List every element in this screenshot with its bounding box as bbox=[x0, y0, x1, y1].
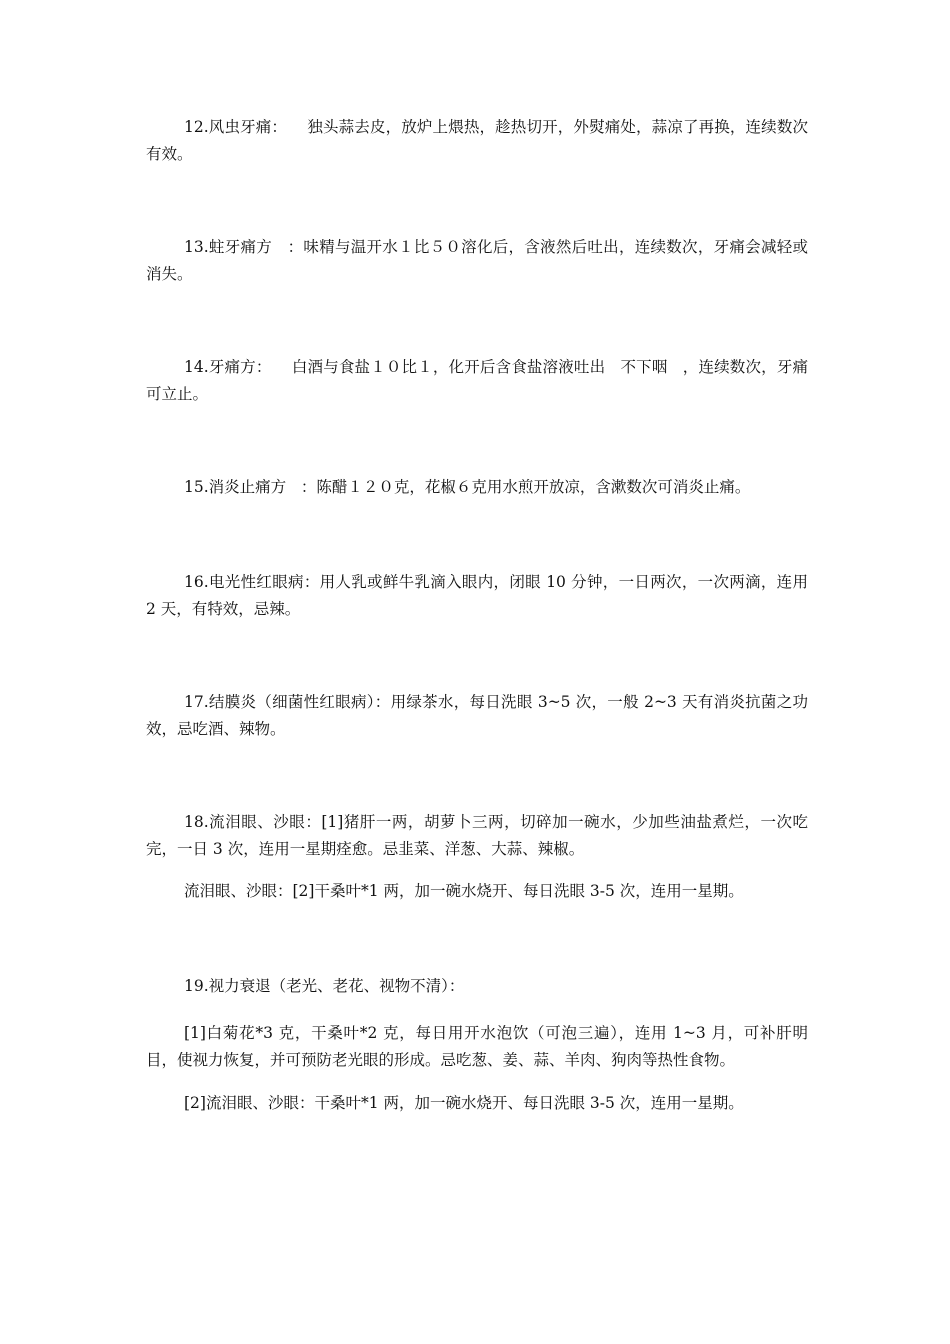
remedy-19-paragraph-1: [1]白菊花*3 克，干桑叶*2 克，每日用开水泡饮（可泡三遍），连用 1~3 月，可补肝明目，使视力恢复，并可预防老光眼的形成。忌吃葱、姜、蒜、羊肉、狗肉等热性食物。 bbox=[146, 1024, 808, 1069]
remedy-13-paragraph: 13.蛀牙痛方 ：味精与温开水１比５０溶化后，含液然后吐出，连续数次，牙痛会减轻或消失。 bbox=[146, 238, 808, 283]
remedy-19-heading: 19.视力衰退（老光、老花、视物不清）： bbox=[184, 977, 465, 995]
remedy-12-paragraph: 12.风虫牙痛： 独头蒜去皮，放炉上煨热，趁热切开，外熨痛处，蒜凉了再换，连续数次有效。 bbox=[146, 118, 808, 163]
remedy-16-paragraph: 16.电光性红眼病：用人乳或鲜牛乳滴入眼内，闭眼 10 分钟，一日两次，一次两滴，连用 2 天，有特效，忌辣。 bbox=[146, 573, 813, 618]
remedy-14-paragraph: 14.牙痛方： 白酒与食盐１０比１，化开后含食盐溶液吐出 不下咽 ，连续数次，牙痛可立止。 bbox=[146, 358, 808, 403]
remedy-15-paragraph: 15.消炎止痛方 ：陈醋１２０克，花椒６克用水煎开放凉，含漱数次可消炎止痛。 bbox=[184, 478, 751, 496]
remedy-18-paragraph-1: 18.流泪眼、沙眼：[1]猪肝一两，胡萝卜三两，切碎加一碗水，少加些油盐煮烂，一次吃完，一日 3 次，连用一星期痊愈。忌韭菜、洋葱、大蒜、辣椒。 bbox=[146, 813, 808, 858]
remedy-17-paragraph: 17.结膜炎（细菌性红眼病）：用绿茶水，每日洗眼 3~5 次，一般 2~3 天有消炎抗菌之功效，忌吃酒、辣物。 bbox=[146, 693, 808, 738]
remedy-18-paragraph-2: 流泪眼、沙眼：[2]干桑叶*1 两，加一碗水烧开、每日洗眼 3-5 次，连用一星期。 bbox=[184, 882, 744, 900]
remedy-19-paragraph-2: [2]流泪眼、沙眼：干桑叶*1 两，加一碗水烧开、每日洗眼 3-5 次，连用一星期。 bbox=[184, 1094, 744, 1112]
